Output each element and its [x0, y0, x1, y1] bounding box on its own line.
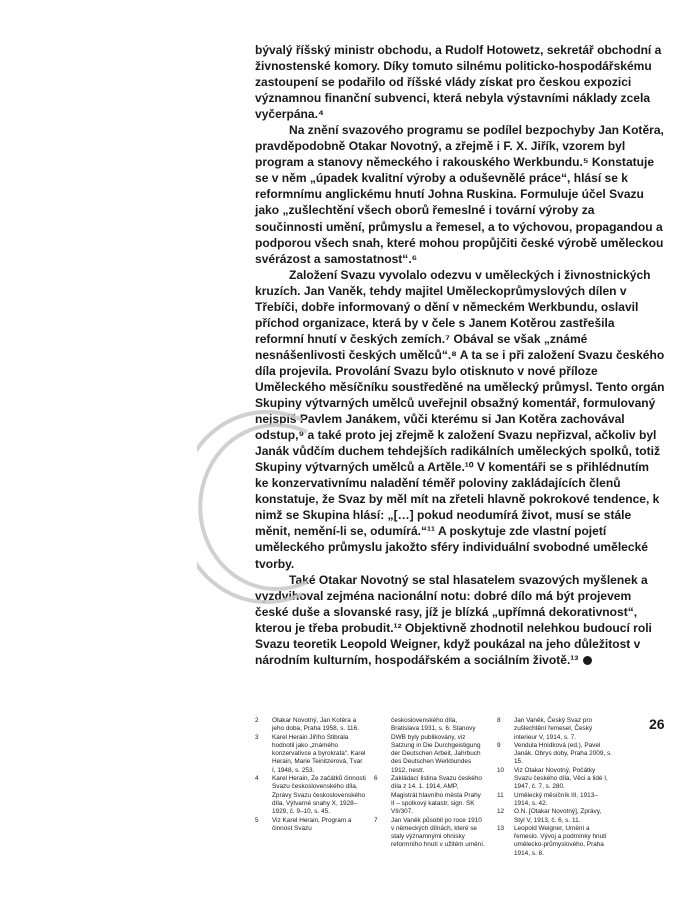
footnote — [497, 767, 612, 792]
paragraph: Založení Svazu vyvolalo odezvu v uměleckých i živnostnických kruzích. Jan Vaněk, tehdy majitel Uměleckoprůmyslových dílen v Třebíči, dobře informovaný o dění v německém Werkbundu, oslavil příchod organizace, která by v čele s Janem Kotěrou zastřešila reformní hnutí v českých zemích.⁷ Obával se však „známé nesnášenlivosti českých umělců“.⁸ A ta se i při založení Svazu českého díla projevila. Provolání Svazu bylo otisknuto v nové příloze Uměleckého měsíčníku soustředěné na umělecký průmysl. Tento orgán Skupiny výtvarných umělců uveřejnil obsažný komentář, formulovaný nejspíš Pavlem Janákem, vůči kterému si Jan Kotěra zachovával odstup,⁹ a také proto jej zřejmě k založení Svazu nepřizval, ačkoliv byl Janák vůdčím duchem tehdejších radikálních uměleckých spolků, totiž Skupiny výtvarných umělců a Artěle.¹⁰ V komentáři se s přihlédnutím ke konzervativnímu naladění téměř poloviny zakládajících členů konstatuje, že Svaz by měl mít na zřeteli hlavně pokrokové tendence, k nimž se Skupina hlásí: „[…] pokud neodumírá život, musí se stále měnit, nemění-li se, odumírá.“¹¹ A poskytuje zde vlastní pojetí uměleckého průmyslu jakožto sféry individuální svobodné umělecké tvorby. — [255, 267, 665, 571]
footnote-text: Jan Vaněk, Český Svaz pro zušlechtění řemesel, Český interieur V, 1914, s. 7. — [514, 717, 593, 741]
footnote-text: Viz Otakar Novotný, Počátky Svazu českého díla, Věci a lidé I, 1947, č. 7, s. 280. — [514, 766, 608, 791]
footnote — [497, 717, 612, 742]
footnote-text: Viz Karel Herain, Program a činnost Svazu — [272, 816, 352, 832]
footnote — [255, 817, 367, 834]
footnote-text: O.N. [Otakar Novotný], Zprávy, Styl V, 1913, č. 6, s. 11. — [514, 808, 602, 824]
footnote-text: Leopold Weigner, Umění a řemeslo. Vývoj a podmínky hnutí umělecko-průmyslového, Praha 1914, s. 8. — [514, 824, 607, 857]
footnote — [255, 775, 367, 816]
footnote-number: 12 — [497, 808, 505, 816]
footnote-number: 9 — [497, 741, 501, 749]
footnote-number: 11 — [497, 791, 504, 799]
footnote — [374, 817, 486, 850]
footnote-text: Zakládací listina Svazu českého díla z 14. 1. 1914, AMP, Magistrát hlavního města Prahy II – spolkový katastr, sign. SK VII/307. — [391, 775, 482, 816]
footnote — [255, 717, 367, 734]
footnote-text: Vendula Hnídková (ed.), Pavel Janák. Obrys doby, Praha 2009, s. 15. — [514, 741, 612, 766]
footnote-text: Umělecký měsíčník III, 1913–1914, s. 42. — [514, 791, 598, 807]
footnote — [497, 742, 612, 767]
footnote — [497, 808, 612, 825]
footnote-number: 5 — [255, 816, 259, 824]
page-number: 26 — [649, 716, 665, 732]
footnote-number: 10 — [497, 766, 505, 774]
footnote-number: 7 — [374, 816, 378, 824]
paragraph: Na znění svazového programu se podílel bezpochyby Jan Kotěra, pravděpodobně Otakar Novotný, a zřejmě i F. X. Jiřík, vzorem byl program a stanovy německého i rakouského Werkbundu.⁵ Konstatuje se v něm „úpadek kvalitní výroby a oduševnělé práce“, hlásí se k reformnímu anglickému hnutí Johna Ruskina. Formuluje účel Svazu jako „zušlechtění všech oborů řemeslné i tovární výroby za součinnosti umění, průmyslu a řemesel, a to výchovou, propagandou a podporou všech snah, které mohou propůjčiti české výrobě uměleckou svérázost a samostatnost“.⁶ — [255, 123, 664, 266]
main-text — [255, 42, 665, 668]
footnotes-column-2 — [374, 717, 486, 850]
footnotes-column-1 — [255, 717, 367, 833]
footnote-number: 3 — [255, 733, 259, 741]
footnote-text: Karel Herain Jiřího Stibrala hodnotil jako „známého konzervativce a byrokrata“. Karel Herain, Marie Teinitzerová, Tvar I, 1948, s. 253. — [272, 733, 366, 774]
footnote-number: 6 — [374, 775, 378, 783]
footnote-text: Otakar Novotný, Jan Kotěra a jeho doba, Praha 1958, s. 116. — [272, 717, 359, 733]
footnote — [255, 734, 367, 775]
paragraph — [255, 572, 665, 668]
footnote-number: 2 — [255, 717, 259, 724]
footnote — [374, 717, 486, 775]
footnote — [497, 792, 612, 809]
footnote-text: československého díla, Bratislava 1931, s. 6. Stanovy DWB byly publikovány, viz Satzung in Die Durchgeistigung der Deutschen Arbeit, Jahrbuch des Deutschen Werkbundes 1912, nestr. — [391, 717, 481, 774]
footnote — [497, 825, 612, 858]
watermark-c-icon — [197, 402, 315, 612]
footnote-number: 4 — [255, 775, 259, 783]
footnote — [374, 775, 486, 816]
paragraph-text: Také Otakar Novotný se stal hlasatelem svazových myšlenek a vyzdvihoval zejména nacionální notu: dobré dílo má být projevem české duše a slovanské rasy, jíž je blízká „upřímná dekorativnost“, kterou je třeba probudit.¹² Objektivně zhodnotil nelehkou budoucí roli Svazu teoretik Leopold Weigner, když poukázal na jeho důležitost v národním kulturním, hospodářském a sociálním životě.¹³ — [255, 572, 652, 667]
footnote-number: 8 — [497, 717, 501, 724]
footnote-number: 13 — [497, 824, 505, 832]
paragraph: bývalý říšský ministr obchodu, a Rudolf Hotowetz, sekretář obchodní a živnostenské komory. Díky tomuto silnému politicko-hospodářskému zastoupení se podařilo od říšské vlády získat pro českou expozici významnou finanční subvenci, která nebyla výstavními náklady zcela vyčerpána.⁴ — [255, 43, 662, 122]
end-bullet-icon — [583, 656, 592, 665]
footnotes-column-3 — [497, 717, 612, 858]
footnote-text: Karel Herain, Ze začátků činnosti Svazu československého díla, Zprávy Svazu československého díla, Výtvarné snahy X, 1928–1929, č. 9–10, s. 45. — [272, 775, 366, 816]
footnote-text: Jan Vaněk působil po roce 1910 v německých dílnách, které se staly významnými ohnisky reformního hnutí v užitém umění. — [391, 816, 485, 849]
